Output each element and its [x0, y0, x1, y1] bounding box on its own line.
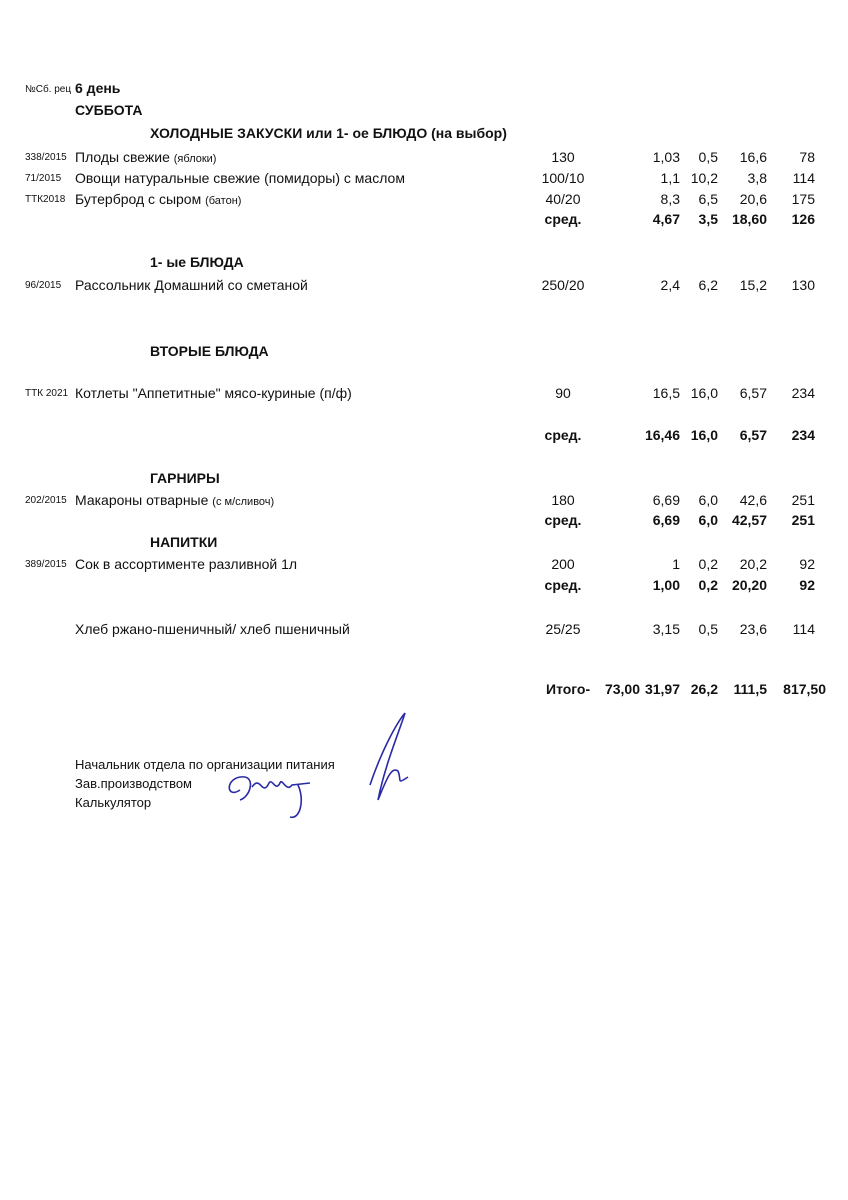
nutrient-value: 20,6 — [739, 191, 767, 207]
nutrient-value: 3,8 — [747, 170, 767, 186]
dish-name — [75, 150, 216, 165]
total-value: 817,50 — [783, 681, 826, 697]
reg-label: №Сб. рец — [25, 84, 72, 95]
dish-name — [75, 622, 350, 636]
dish-name-text: Котлеты "Аппетитные" мясо-куриные (п/ф) — [75, 385, 352, 401]
dish-name — [75, 171, 405, 185]
portion-weight: сред. — [544, 577, 582, 593]
nutrient-value: 3,15 — [652, 621, 680, 637]
nutrient-value: 18,60 — [731, 211, 767, 227]
recipe-code: 389/2015 — [25, 559, 67, 570]
nutrient-value: 234 — [791, 427, 815, 443]
nutrient-value: 8,3 — [660, 191, 680, 207]
nutrient-value: 6,2 — [698, 277, 718, 293]
total-label: Итого- — [546, 681, 591, 697]
total-value: 31,97 — [644, 681, 680, 697]
recipe-code: 202/2015 — [25, 495, 67, 506]
nutrient-value: 6,69 — [652, 512, 680, 528]
portion-weight: 180 — [551, 492, 575, 508]
dish-note: (яблоки) — [173, 153, 217, 165]
section-first-courses: 1- ые БЛЮДА — [150, 254, 244, 270]
portion-weight: 250/20 — [541, 277, 585, 293]
nutrient-value: 251 — [791, 512, 815, 528]
dish-name — [75, 493, 274, 508]
nutrient-value: 234 — [791, 385, 815, 401]
dish-note: (с м/сливоч) — [212, 496, 275, 508]
nutrient-value: 6,57 — [739, 385, 767, 401]
nutrient-value: 251 — [791, 492, 815, 508]
nutrient-value: 10,2 — [690, 170, 718, 186]
recipe-code: 338/2015 — [25, 152, 67, 163]
nutrient-value: 114 — [792, 621, 815, 637]
nutrient-value: 16,0 — [690, 427, 718, 443]
nutrient-value: 15,2 — [739, 277, 767, 293]
nutrient-value: 1,03 — [652, 149, 680, 165]
dish-name-text: Плоды свежие — [75, 149, 174, 165]
nutrient-value: 92 — [799, 556, 815, 572]
portion-weight: 25/25 — [545, 621, 581, 637]
nutrient-value: 175 — [791, 191, 815, 207]
nutrient-value: 4,67 — [652, 211, 680, 227]
portion-weight: сред. — [544, 427, 582, 443]
nutrient-value: 0,5 — [698, 149, 718, 165]
handwritten-signature — [220, 705, 420, 825]
section-drinks: НАПИТКИ — [150, 534, 218, 550]
nutrient-value: 20,20 — [731, 577, 767, 593]
total-value: 26,2 — [690, 681, 718, 697]
nutrient-value: 20,2 — [739, 556, 767, 572]
dish-name — [75, 386, 352, 400]
nutrient-value: 1,00 — [652, 577, 680, 593]
nutrient-value: 6,0 — [698, 512, 718, 528]
total-value: 73,00 — [604, 681, 640, 697]
nutrient-value: 114 — [792, 170, 815, 186]
portion-weight: 100/10 — [541, 170, 585, 186]
nutrient-value: 0,2 — [698, 556, 718, 572]
dish-name — [75, 278, 308, 292]
dish-name-text: Овощи натуральные свежие (помидоры) с маслом — [75, 170, 405, 186]
nutrient-value: 6,5 — [698, 191, 718, 207]
dish-name-text: Хлеб ржано-пшеничный/ хлеб пшеничный — [75, 621, 350, 637]
dish-name-text: Макароны отварные — [75, 492, 213, 508]
nutrient-value: 78 — [799, 149, 815, 165]
total-value: 111,5 — [733, 681, 767, 697]
nutrient-value: 92 — [799, 577, 815, 593]
portion-weight: сред. — [544, 211, 582, 227]
nutrient-value: 16,5 — [652, 385, 680, 401]
portion-weight: 130 — [551, 149, 575, 165]
nutrient-value: 16,6 — [739, 149, 767, 165]
recipe-code: ТТК2018 — [25, 194, 66, 205]
nutrient-value: 126 — [791, 211, 815, 227]
nutrient-value: 2,4 — [660, 277, 680, 293]
section-cold-snacks: ХОЛОДНЫЕ ЗАКУСКИ или 1- ое БЛЮДО (на выбор) — [150, 125, 507, 141]
portion-weight: 40/20 — [545, 191, 581, 207]
nutrient-value: 42,6 — [739, 492, 767, 508]
dish-note: (батон) — [205, 195, 242, 207]
nutrient-value: 130 — [791, 277, 815, 293]
section-second-courses: ВТОРЫЕ БЛЮДА — [150, 343, 269, 359]
dish-name-text: Сок в ассортименте разливной 1л — [75, 556, 298, 572]
portion-weight: сред. — [544, 512, 582, 528]
nutrient-value: 3,5 — [698, 211, 718, 227]
dish-name-text: Рассольник Домашний со сметаной — [75, 277, 308, 293]
day-title: 6 день — [75, 80, 121, 96]
recipe-code: ТТК 2021 — [25, 388, 69, 399]
nutrient-value: 42,57 — [731, 512, 767, 528]
nutrient-value: 6,57 — [739, 427, 767, 443]
dish-name-text: Бутерброд с сыром — [75, 191, 206, 207]
signature-role: Начальник отдела по организации питания — [75, 757, 335, 772]
dish-name — [75, 192, 241, 207]
nutrient-value: 1 — [672, 556, 680, 572]
nutrient-value: 0,5 — [698, 621, 718, 637]
dish-name — [75, 557, 297, 571]
nutrient-value: 1,1 — [660, 170, 680, 186]
nutrient-value: 16,46 — [644, 427, 680, 443]
signature-role: Зав.производством — [75, 776, 192, 791]
portion-weight: 200 — [551, 556, 575, 572]
nutrient-value: 23,6 — [739, 621, 767, 637]
weekday-title: СУББОТА — [75, 102, 143, 118]
nutrient-value: 6,0 — [698, 492, 718, 508]
signature-role: Калькулятор — [75, 795, 152, 810]
portion-weight: 90 — [555, 385, 571, 401]
section-garnish: ГАРНИРЫ — [150, 470, 220, 486]
nutrient-value: 16,0 — [690, 385, 718, 401]
recipe-code: 71/2015 — [25, 173, 62, 184]
nutrient-value: 0,2 — [698, 577, 718, 593]
nutrient-value: 6,69 — [652, 492, 680, 508]
recipe-code: 96/2015 — [25, 280, 62, 291]
